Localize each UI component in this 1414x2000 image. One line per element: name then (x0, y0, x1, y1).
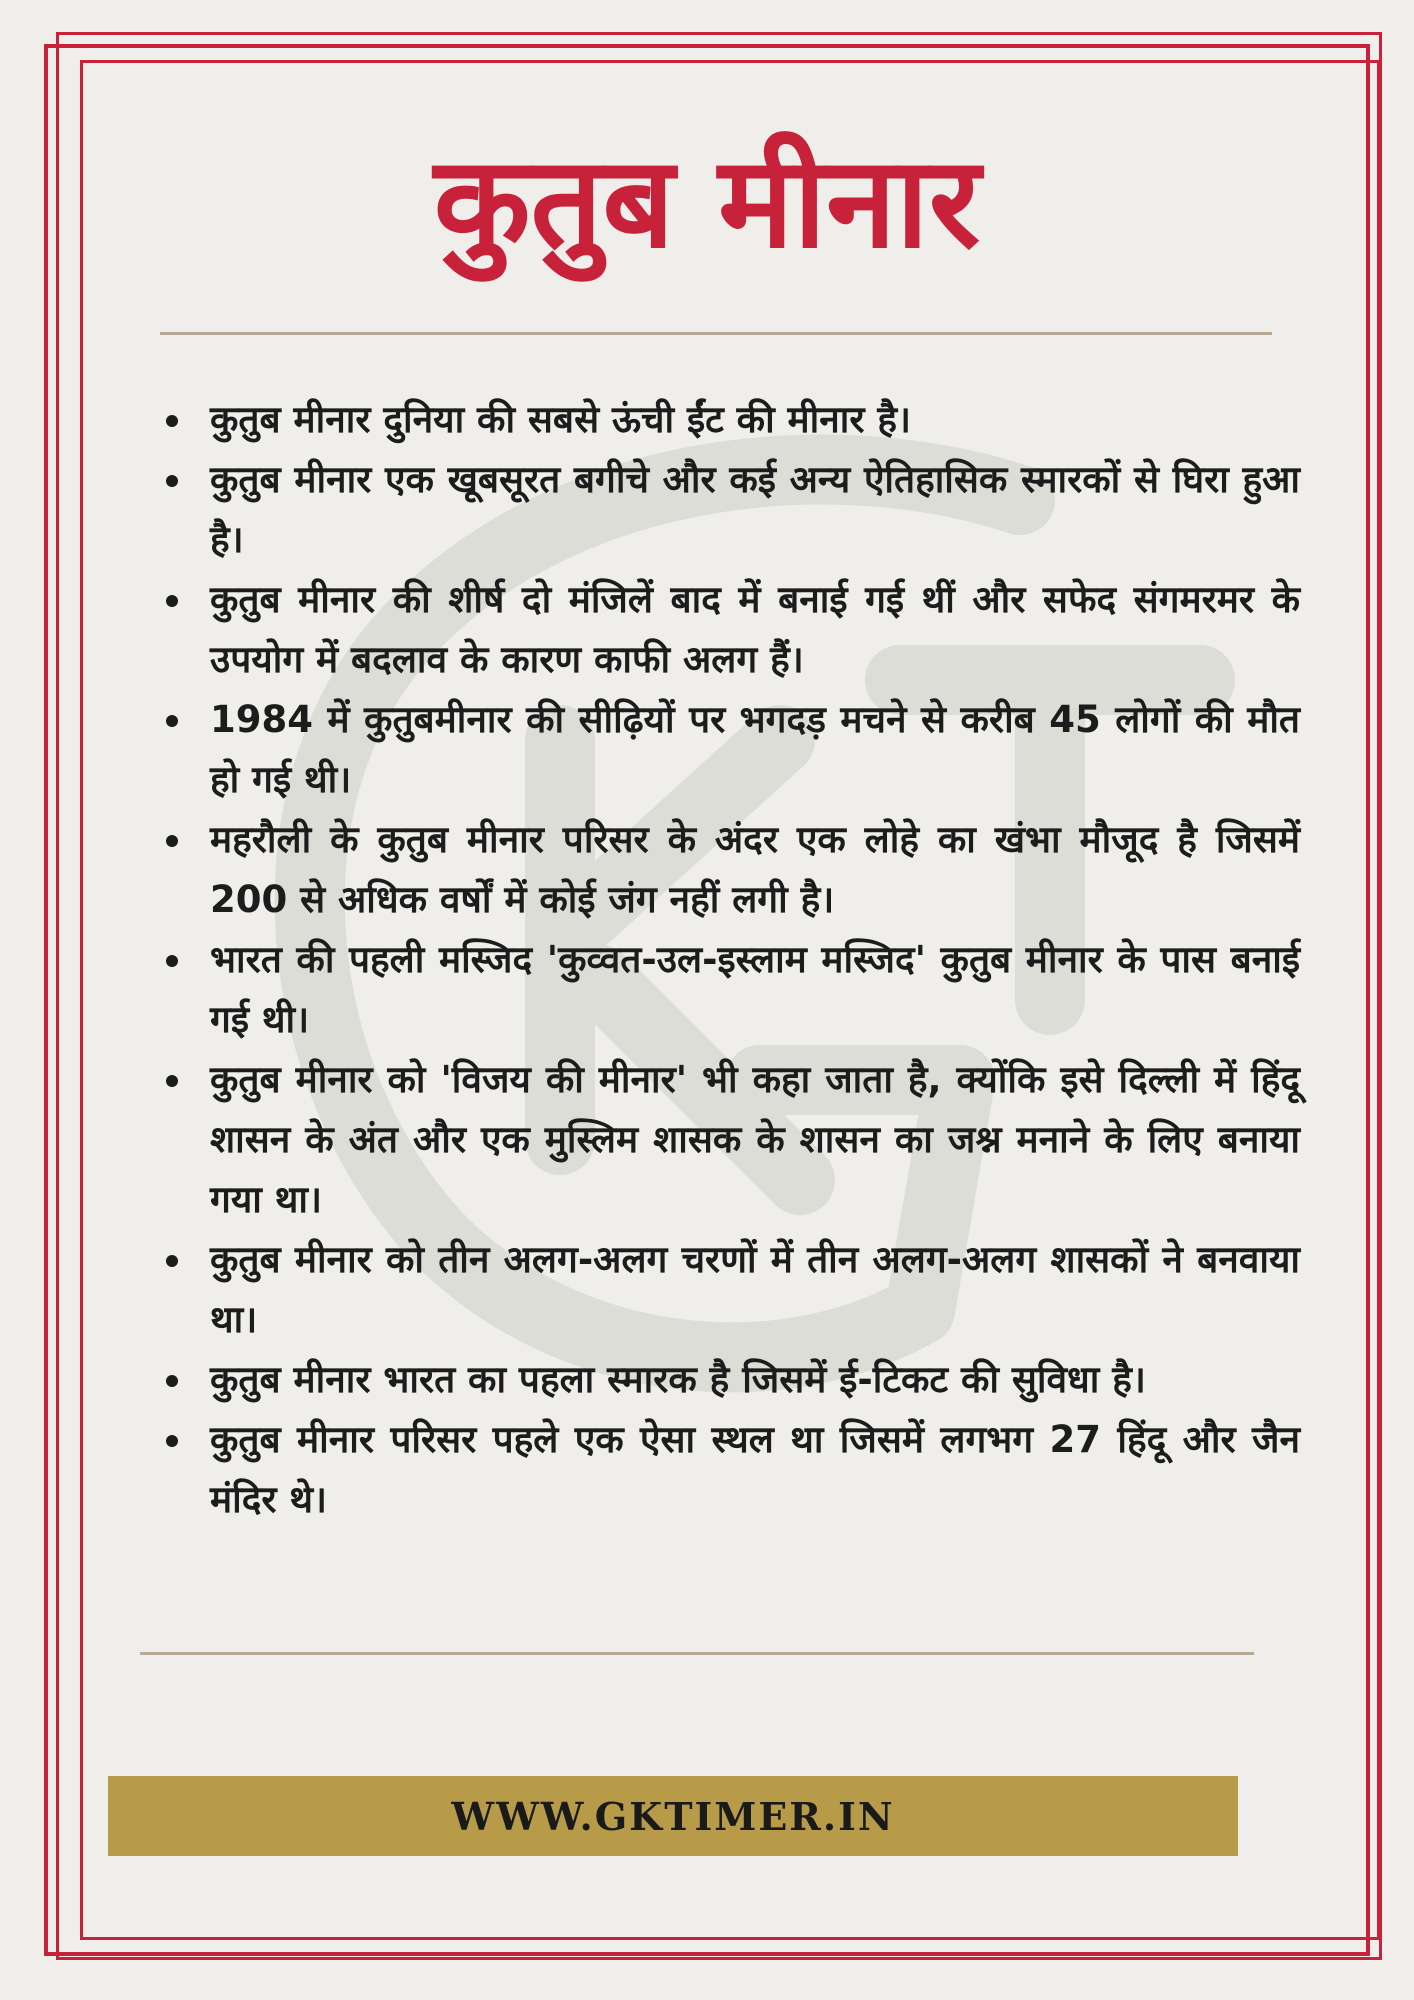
fact-item: 1984 में कुतुबमीनार की सीढ़ियों पर भगदड़ मचने से करीब 45 लोगों की मौत हो गई थी। (150, 690, 1300, 810)
fact-item: कुतुब मीनार को 'विजय की मीनार' भी कहा जाता है, क्योंकि इसे दिल्ली में हिंदू शासन के अंत और एक मुस्लिम शासक के शासन का जश्न मनाने के लिए बनाया गया था। (150, 1050, 1300, 1230)
footer-banner (108, 1776, 1238, 1856)
footer-divider (140, 1652, 1254, 1655)
fact-item: कुतुब मीनार की शीर्ष दो मंजिलें बाद में बनाई गई थीं और सफेद संगमरमर के उपयोग में बदलाव के कारण काफी अलग हैं। (150, 570, 1300, 690)
title-divider (160, 332, 1272, 335)
fact-item: भारत की पहली मस्जिद 'कुव्वत-उल-इस्लाम मस्जिद' कुतुब मीनार के पास बनाई गई थी। (150, 930, 1300, 1050)
fact-item: महरौली के कुतुब मीनार परिसर के अंदर एक लोहे का खंभा मौजूद है जिसमें 200 से अधिक वर्षों में कोई जंग नहीं लगी है। (150, 810, 1300, 930)
fact-item: कुतुब मीनार दुनिया की सबसे ऊंची ईंट की मीनार है। (150, 390, 1300, 450)
fact-item: कुतुब मीनार एक खूबसूरत बगीचे और कई अन्य ऐतिहासिक स्मारकों से घिरा हुआ है। (150, 450, 1300, 570)
fact-item: कुतुब मीनार को तीन अलग-अलग चरणों में तीन अलग-अलग शासकों ने बनवाया था। (150, 1230, 1300, 1350)
fact-item: कुतुब मीनार परिसर पहले एक ऐसा स्थल था जिसमें लगभग 27 हिंदू और जैन मंदिर थे। (150, 1410, 1300, 1530)
page-title: कुतुब मीनार (433, 129, 981, 276)
fact-item: कुतुब मीनार भारत का पहला स्मारक है जिसमें ई-टिकट की सुविधा है। (150, 1350, 1300, 1410)
website-link[interactable]: WWW.GKTIMER.IN (451, 1793, 895, 1839)
facts-list (150, 390, 1300, 1530)
